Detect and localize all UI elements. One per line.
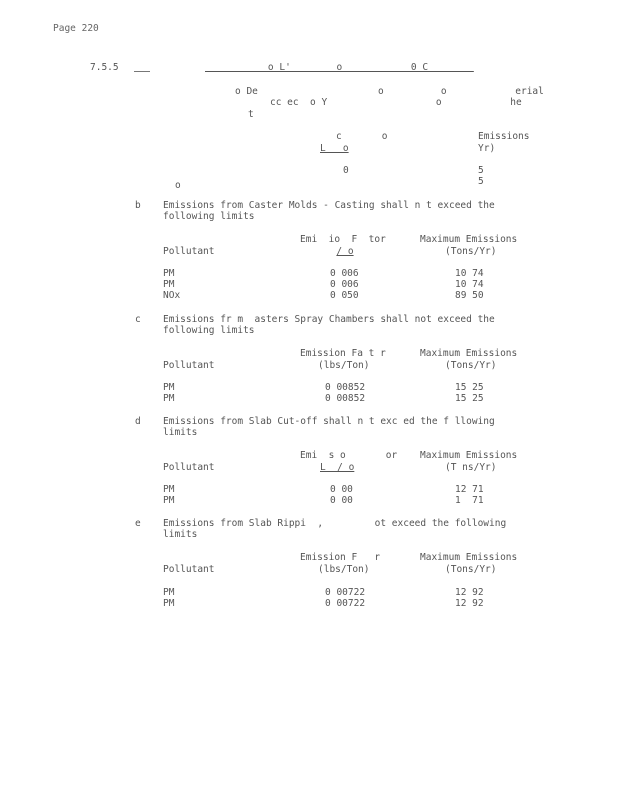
- top-row-1c: t: [248, 109, 254, 120]
- cell-pollutant: PM: [163, 598, 175, 609]
- cell-factor: 0 006: [330, 268, 359, 279]
- top-row-2a-right: Emissions: [478, 131, 530, 142]
- section-letter: c: [135, 314, 141, 325]
- cell-pollutant: PM: [163, 587, 175, 598]
- col-pollutant-heading: Pollutant: [163, 360, 215, 371]
- cell-factor: 0 00: [330, 484, 353, 495]
- top-row-3a: 0: [343, 165, 349, 176]
- col-factor-heading-1: Emission Fa t r: [300, 348, 386, 359]
- top-row-1a: o De o o erial: [235, 86, 544, 97]
- section-title-fragment: o L' o 0 C: [205, 62, 474, 73]
- col-factor-heading-2: (lbs/Ton): [318, 360, 370, 371]
- page-label: Page 220: [53, 23, 99, 34]
- cell-factor: 0 00852: [325, 393, 366, 404]
- section-letter: b: [135, 200, 141, 211]
- section-text-line2: following limits: [163, 325, 255, 336]
- col-factor-heading-1: Emission F r: [300, 552, 381, 563]
- section-letter: d: [135, 416, 141, 427]
- cell-factor: 0 00852: [325, 382, 366, 393]
- col-max-heading-1: Maximum Emissions: [420, 234, 518, 245]
- cell-pollutant: NOx: [163, 290, 181, 301]
- cell-max: 15 25: [455, 382, 484, 393]
- section-letter: e: [135, 518, 141, 529]
- col-max-heading-2: (Tons/Yr): [445, 564, 497, 575]
- col-max-heading-2: (T ns/Yr): [445, 462, 497, 473]
- col-max-heading-1: Maximum Emissions: [420, 450, 518, 461]
- section-text-line1: Emissions from Caster Molds - Casting shall n t exceed the: [163, 200, 495, 211]
- cell-pollutant: PM: [163, 279, 175, 290]
- cell-factor: 0 00722: [325, 598, 366, 609]
- section-number: 7.5.5: [90, 62, 119, 73]
- col-factor-heading-1: Emi s o or: [300, 450, 398, 461]
- top-row-2b: L o: [320, 143, 349, 154]
- cell-pollutant: PM: [163, 393, 175, 404]
- cell-max: 10 74: [455, 268, 484, 279]
- cell-factor: 0 00: [330, 495, 353, 506]
- cell-pollutant: PM: [163, 382, 175, 393]
- top-row-2a: c o: [336, 131, 388, 142]
- top-row-2b-right: Yr): [478, 143, 496, 154]
- cell-max: 10 74: [455, 279, 484, 290]
- cell-factor: 0 00722: [325, 587, 366, 598]
- section-text-line2: following limits: [163, 211, 255, 222]
- col-max-heading-2: (Tons/Yr): [445, 246, 497, 257]
- col-factor-heading-2: (lbs/Ton): [318, 564, 370, 575]
- cell-max: 1 71: [455, 495, 484, 506]
- col-max-heading-1: Maximum Emissions: [420, 348, 518, 359]
- cell-pollutant: PM: [163, 484, 175, 495]
- top-row-3-left: o: [175, 180, 181, 191]
- cell-max: 15 25: [455, 393, 484, 404]
- col-pollutant-heading: Pollutant: [163, 462, 215, 473]
- col-pollutant-heading: Pollutant: [163, 564, 215, 575]
- col-factor-heading-2: / o: [336, 246, 354, 257]
- cell-factor: 0 050: [330, 290, 359, 301]
- cell-factor: 0 006: [330, 279, 359, 290]
- cell-max: 89 50: [455, 290, 484, 301]
- blank-underline: [134, 62, 150, 72]
- col-factor-heading-1: Emi io F tor: [300, 234, 386, 245]
- col-max-heading-2: (Tons/Yr): [445, 360, 497, 371]
- section-text-line1: Emissions fr m asters Spray Chambers shall not exceed the: [163, 314, 495, 325]
- top-row-3-right1: 5: [478, 165, 484, 176]
- col-max-heading-1: Maximum Emissions: [420, 552, 518, 563]
- cell-max: 12 71: [455, 484, 484, 495]
- col-factor-heading-2: L / o: [320, 462, 355, 473]
- cell-pollutant: PM: [163, 268, 175, 279]
- section-text-line1: Emissions from Slab Cut-off shall n t exc ed the f llowing: [163, 416, 495, 427]
- cell-max: 12 92: [455, 598, 484, 609]
- section-text-line2: limits: [163, 427, 198, 438]
- top-row-1b: cc ec o Y o he: [270, 97, 522, 108]
- section-text-line1: Emissions from Slab Rippi , ot exceed the following: [163, 518, 507, 529]
- cell-max: 12 92: [455, 587, 484, 598]
- col-pollutant-heading: Pollutant: [163, 246, 215, 257]
- top-row-3-right2: 5: [478, 176, 484, 187]
- cell-pollutant: PM: [163, 495, 175, 506]
- section-text-line2: limits: [163, 529, 198, 540]
